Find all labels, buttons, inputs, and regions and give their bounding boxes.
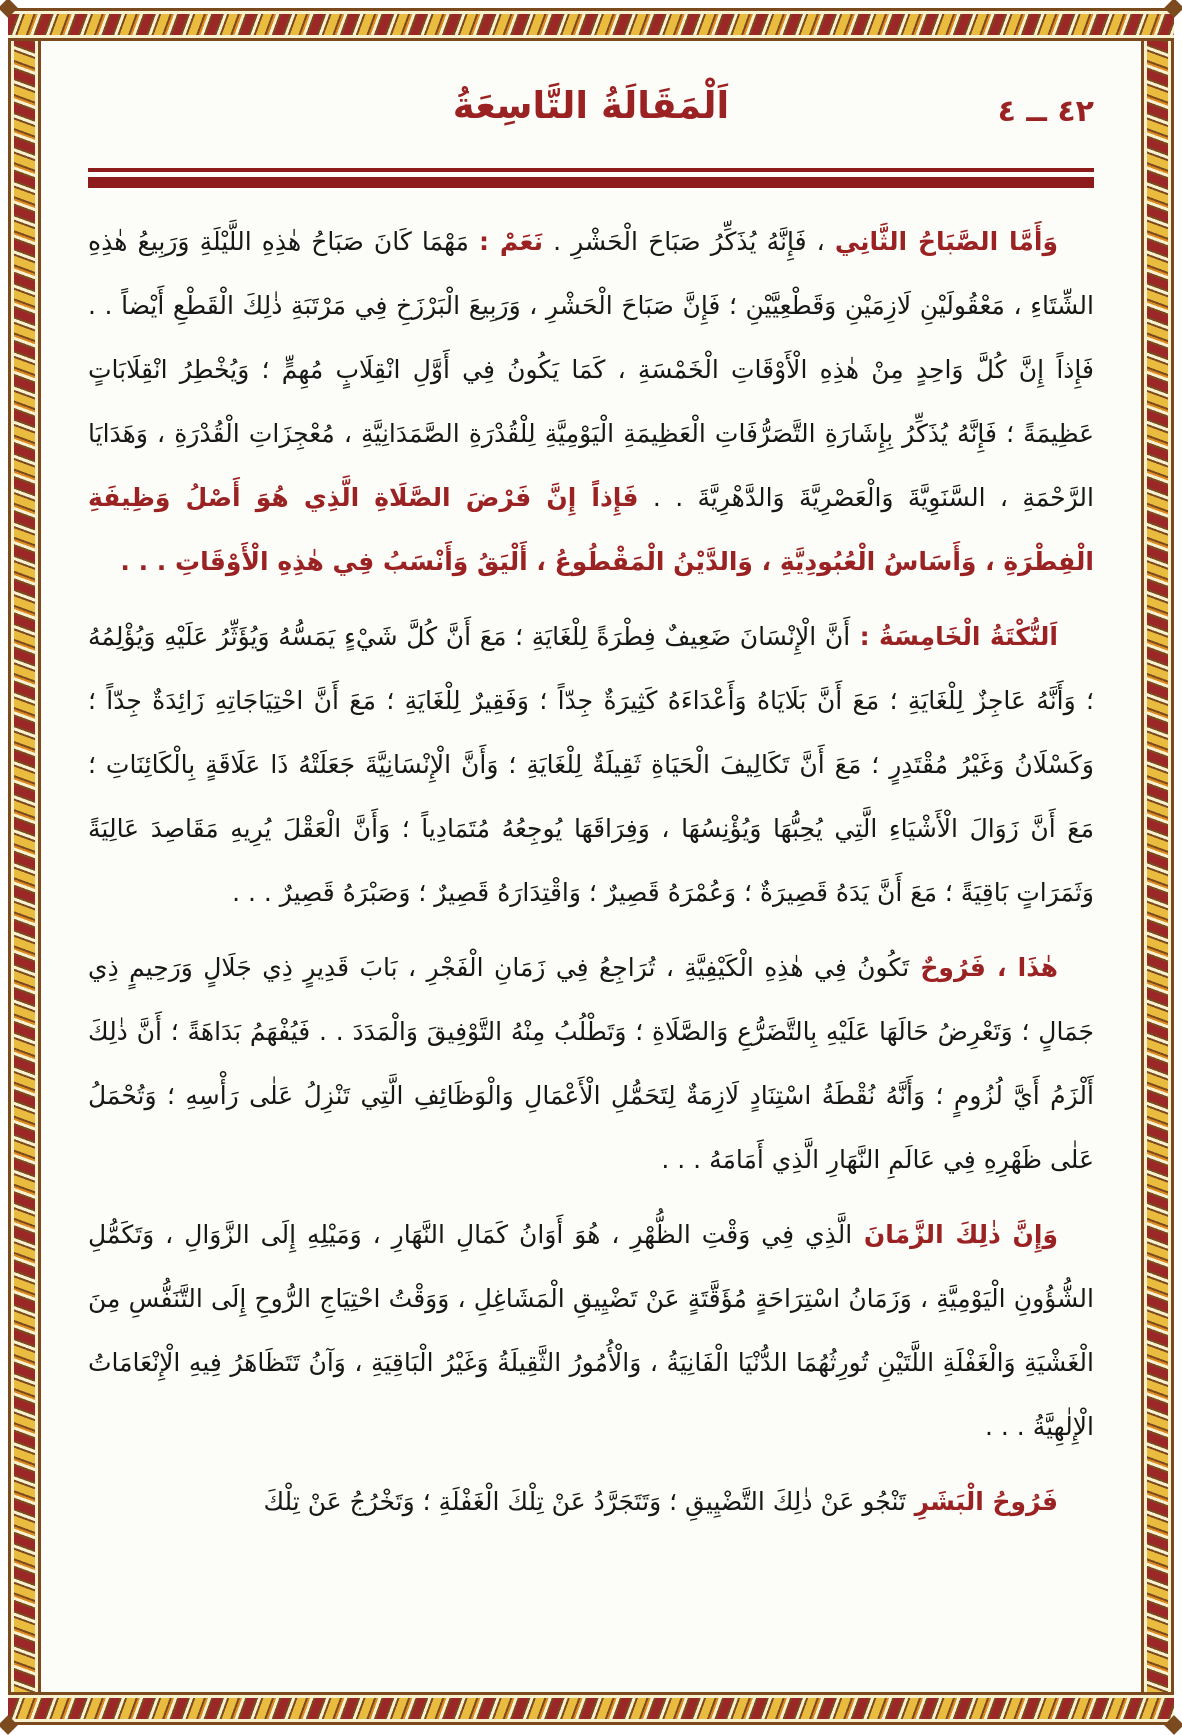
page-title: اَلْمَقَالَةُ التَّاسِعَةُ [452, 84, 730, 127]
page-number: ٤٢ ــ ٤ [997, 94, 1094, 129]
paragraph [88, 210, 1094, 594]
text-segment-red: هٰذَا ، فَرُوحٌ [909, 953, 1058, 982]
text-segment-black: تَكُونُ فِي هٰذِهِ الْكَيْفِيَّةِ ، تُرَاجِعُ فِي زَمَانِ الْفَجْرِ ، بَابَ قَدِيرٍ ذِي جَلَالٍ وَرَحِيمٍ ذِي جَمَالٍ ؛ وَتَعْرِضُ حَالَهَا عَلَيْهِ بِالتَّضَرُّعِ وَالصَّلَاةِ ؛ وَتَطْلُبُ مِنْهُ التَّوْفِيقَ وَالْمَدَدَ . . فَيُفْهَمُ بَدَاهَةً ؛ أَنَّ ذٰلِكَ أَلْزَمُ أَيَّ لُزُومٍ ؛ وَأَنَّهُ نُقْطَةُ اسْتِنَادٍ لَازِمَةٌ لِتَحَمُّلِ الْأَعْمَالِ وَالْوَظَائِفِ الَّتِي تَنْزِلُ عَلٰى رَأْسِهِ ؛ وَتُحْمَلُ عَلٰى ظَهْرِهِ فِي عَالَمِ النَّهَارِ الَّذِي أَمَامَهُ . . . [88, 953, 1094, 1174]
border-strip-left [8, 8, 41, 1725]
text-segment-black: تَنْجُو عَنْ ذٰلِكَ التَّضْيِيقِ ؛ وَتَتَجَرَّدُ عَنْ تِلْكَ الْغَفْلَةِ ؛ وَتَخْرُجُ عَنْ تِلْكَ [263, 1487, 906, 1516]
border-strip-bottom [8, 1692, 1174, 1725]
border-strip-top [8, 8, 1174, 41]
page-header [88, 76, 1094, 162]
border-strip-right [1141, 8, 1174, 1725]
text-segment-red: اَلنُّكْتَةُ الْخَامِسَةُ : [850, 622, 1058, 651]
text-segment-red: وَإِنَّ ذٰلِكَ الزَّمَانَ [852, 1220, 1058, 1249]
text-segment-red: وَأَمَّا الصَّبَاحُ الثَّانِي [834, 227, 1058, 256]
header-divider-rule [88, 168, 1094, 188]
paragraph [88, 1470, 1094, 1534]
divider-thin-line [88, 168, 1094, 172]
text-segment-black: ، فَإِنَّهُ يُذَكِّرُ صَبَاحَ الْحَشْرِ . [543, 227, 835, 256]
text-segment-black: مَهْمَا كَانَ صَبَاحُ هٰذِهِ اللَّيْلَةِ وَرَبِيعُ هٰذِهِ الشِّتَاءِ ، مَعْقُولَيْنِ لَازِمَيْنِ وَقَطْعِيَّيْنِ ؛ فَإِنَّ صَبَاحَ الْحَشْرِ ، وَرَبِيعَ الْبَرْزَخِ فِي مَرْتَبَةِ ذٰلِكَ الْقَطْعِ أَيْضاً . . فَإِذاً إِنَّ كُلَّ وَاحِدٍ مِنْ هٰذِهِ الْأَوْقَاتِ الْخَمْسَةِ ، كَمَا يَكُونُ فِي أَوَّلِ انْقِلَابٍ مُهِمٍّ ؛ وَيُخْطِرُ انْقِلَابَاتٍ عَظِيمَةً ؛ فَإِنَّهُ يُذَكِّرُ بِإِشَارَةِ التَّصَرُّفَاتِ الْعَظِيمَةِ الْيَوْمِيَّةِ لِلْقُدْرَةِ الصَّمَدَانِيَّةِ ، مُعْجِزَاتِ الْقُدْرَةِ ، وَهَدَايَا الرَّحْمَةِ ، السَّنَوِيَّةَ وَالْعَصْرِيَّةَ وَالدَّهْرِيَّةَ . . [88, 227, 1094, 512]
body-text [88, 210, 1094, 1534]
divider-thick-line [88, 177, 1094, 188]
text-segment-black: الَّذِي فِي وَقْتِ الظُّهْرِ ، هُوَ أَوَانُ كَمَالِ النَّهَارِ ، وَمَيْلِهِ إِلَى الزَّوَالِ ، وَتَكَمُّلِ الشُّؤُونِ الْيَوْمِيَّةِ ، وَزَمَانُ اسْتِرَاحَةٍ مُؤَقَّتَةٍ عَنْ تَضْيِيقِ الْمَشَاغِلِ ، وَوَقْتُ احْتِيَاجِ الرُّوحِ إِلَى التَّنَفُّسِ مِنَ الْغَشْيَةِ وَالْغَفْلَةِ اللَّتَيْنِ تُورِثُهُمَا الدُّنْيَا الْفَانِيَةُ ، وَالْأُمُورُ الثَّقِيلَةُ وَغَيْرُ الْبَاقِيَةِ ، وَآنُ تَتَظَاهَرُ فِيهِ الْإِنْعَامَاتُ الْإِلٰهِيَّةُ . . . [88, 1220, 1094, 1441]
page-content [88, 76, 1094, 1671]
text-segment-red: فَإِذاً إِنَّ فَرْضَ الصَّلَاةِ الَّذِي هُوَ أَصْلُ وَظِيفَةِ الْفِطْرَةِ ، وَأَسَاسُ الْعُبُودِيَّةِ ، وَالدَّيْنُ الْمَقْطُوعُ ، أَلْيَقُ وَأَنْسَبُ فِي هٰذِهِ الْأَوْقَاتِ . . . [88, 483, 1094, 576]
text-segment-red: فَرُوحُ الْبَشَرِ [905, 1487, 1058, 1516]
paragraph [88, 936, 1094, 1192]
paragraph [88, 605, 1094, 925]
text-segment-black: أَنَّ الْإِنْسَانَ ضَعِيفٌ فِطْرَةً لِلْغَايَةِ ؛ مَعَ أَنَّ كُلَّ شَيْءٍ يَمَسُّهُ وَيُؤَثِّرُ عَلَيْهِ وَيُؤْلِمُهُ ؛ وَأَنَّهُ عَاجِزٌ لِلْغَايَةِ ؛ مَعَ أَنَّ بَلَايَاهُ وَأَعْدَاءَهُ كَثِيرَةٌ جِدّاً ؛ وَفَقِيرٌ لِلْغَايَةِ ؛ مَعَ أَنَّ احْتِيَاجَاتِهِ زَائِدَةٌ جِدّاً ؛ وَكَسْلَانُ وَغَيْرُ مُقْتَدِرٍ ؛ مَعَ أَنَّ تَكَالِيفَ الْحَيَاةِ ثَقِيلَةٌ لِلْغَايَةِ ؛ وَأَنَّ الْإِنْسَانِيَّةَ جَعَلَتْهُ ذَا عَلَاقَةٍ بِالْكَائِنَاتِ ؛ مَعَ أَنَّ زَوَالَ الْأَشْيَاءِ الَّتِي يُحِبُّهَا وَيُؤْنِسُهَا ، وَفِرَاقَهَا يُوجِعُهُ مُتَمَادِياً ؛ وَأَنَّ الْعَقْلَ يُرِيهِ مَقَاصِدَ عَالِيَةً وَثَمَرَاتٍ بَاقِيَةً ؛ مَعَ أَنَّ يَدَهُ قَصِيرَةٌ ؛ وَعُمْرَهُ قَصِيرٌ ؛ وَاقْتِدَارَهُ قَصِيرٌ ؛ وَصَبْرَهُ قَصِيرٌ . . . [88, 622, 1094, 907]
paragraph [88, 1203, 1094, 1459]
text-segment-red: نَعَمْ : [479, 227, 543, 256]
